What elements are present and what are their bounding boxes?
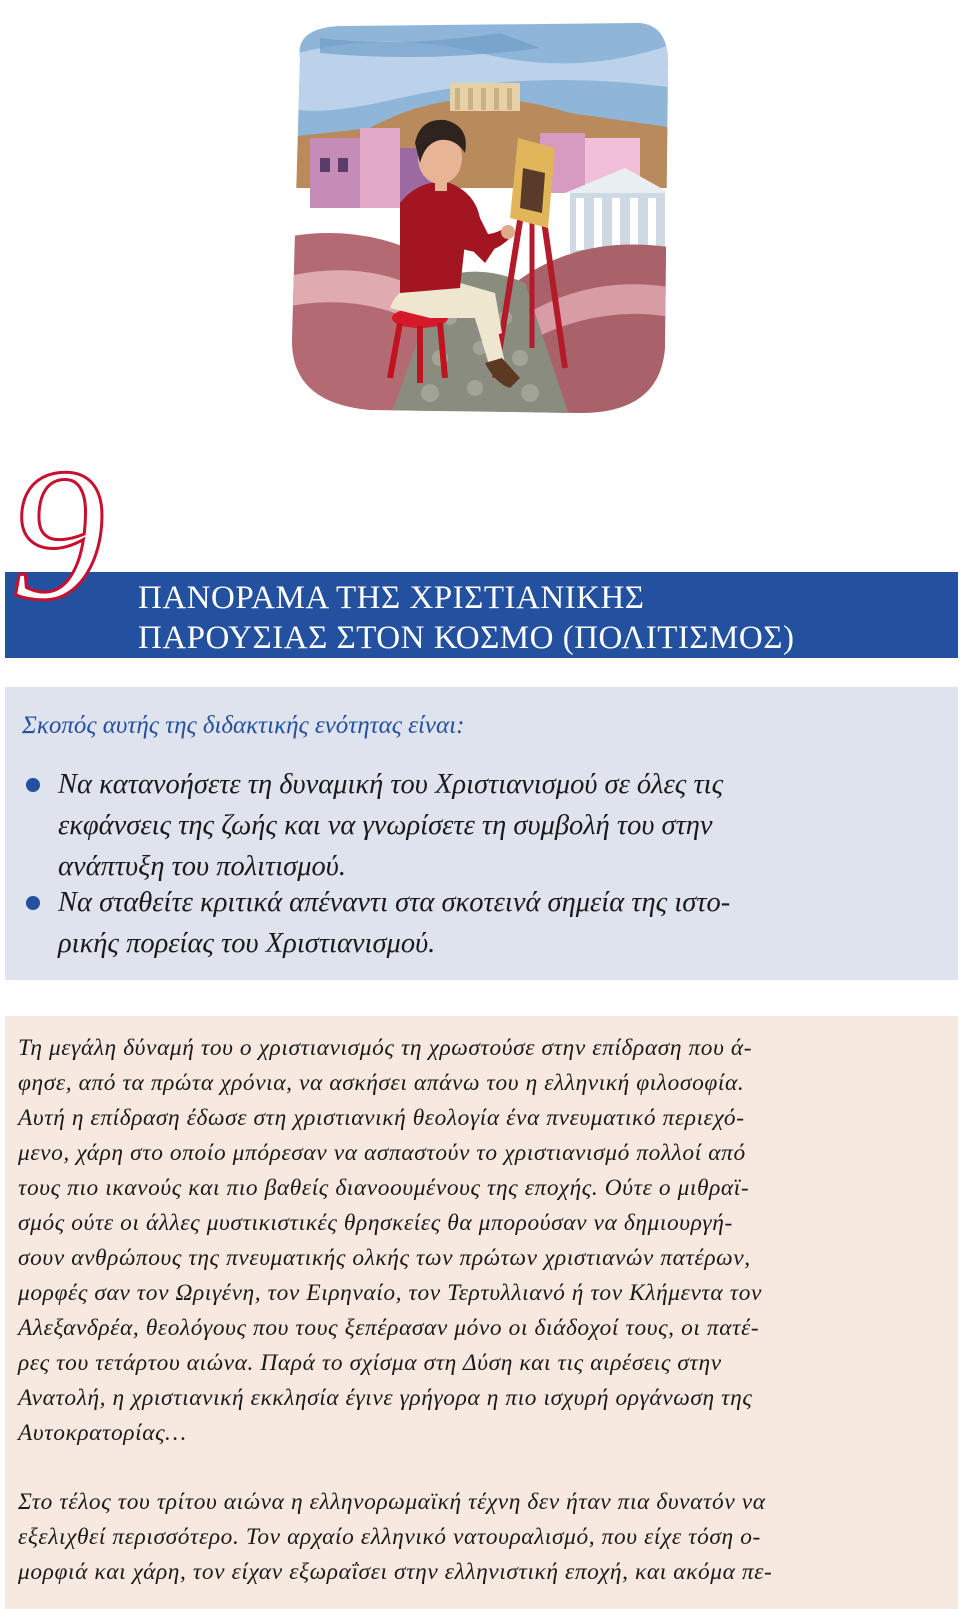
body-paragraph <box>18 1031 944 1451</box>
paragraph-line: Ανατολή, η χριστιανική εκκλησία έγινε γρήγορα η πιο ισχυρή οργάνωση της <box>18 1385 753 1411</box>
paragraph-line: Στο τέλος του τρίτου αιώνα η ελληνορωμαϊκή τέχνη δεν ήταν πια δυνατόν να <box>18 1489 766 1515</box>
goal-line: εκφάνσεις της ζωής και να γνωρίσετε τη συμβολή του στην <box>58 810 713 841</box>
bullet-icon <box>26 896 40 910</box>
chapter-title-line: ΠΑΝΟΡΑΜΑ ΤΗΣ ΧΡΙΣΤΙΑΝΙΚΗΣ <box>138 580 645 616</box>
goals-heading: Σκοπός αυτής της διδακτικής ενότητας είναι: <box>22 712 465 739</box>
bullet-icon <box>26 778 40 792</box>
paragraph-line: σουν ανθρώπους της πνευματικής ολκής των πρώτων χριστιανών πατέρων, <box>18 1245 751 1271</box>
paragraph-line: ρες του τετάρτου αιώνα. Παρά το σχίσμα στη Δύση και τις αιρέσεις στην <box>18 1350 722 1376</box>
goal-line: Να κατανοήσετε τη δυναμική του Χριστιανισμού σε όλες τις <box>58 769 724 800</box>
paragraph-line: Αλεξανδρέα, θεολόγους που τους ξεπέρασαν μόνο οι διάδοχοί τους, οι πατέ- <box>18 1315 760 1341</box>
goal-line: Να σταθείτε κριτικά απέναντι στα σκοτεινά σημεία της ιστο- <box>58 887 731 918</box>
chapter-illustration <box>280 18 675 418</box>
paragraph-line: τους πιο ικανούς και πιο βαθείς διανοουμένους της εποχής. Ούτε ο μιθραϊ- <box>18 1175 750 1201</box>
goal-line: ανάπτυξη του πολιτισμού. <box>58 851 346 882</box>
paragraph-line: μορφιά και χάρη, τον είχαν εξωραΐσει στην ελληνιστική εποχή, και ακόμα πε- <box>18 1559 773 1585</box>
paragraph-line: φησε, από τα πρώτα χρόνια, να ασκήσει απάνω του η ελληνική φιλοσοφία. <box>18 1070 745 1096</box>
goal-line: ρικής πορείας του Χριστιανισμού. <box>58 928 436 959</box>
paragraph-line: Αυτοκρατορίας… <box>18 1420 187 1446</box>
painter-illustration <box>280 18 675 418</box>
goal-item <box>58 764 938 887</box>
paragraph-line: εξελιχθεί περισσότερο. Τον αρχαίο ελληνικό νατουραλισμό, που είχε τόση ο- <box>18 1524 761 1550</box>
paragraph-line: μορφές σαν τον Ωριγένη, τον Ειρηναίο, τον Τερτυλλιανό ή τον Κλήμεντα τον <box>18 1280 762 1306</box>
paragraph-line: σμός ούτε οι άλλες μυστικιστικές θρησκείες θα μπορούσαν να δημιουργή- <box>18 1210 733 1236</box>
chapter-title <box>138 578 794 658</box>
goal-item <box>58 882 938 964</box>
paragraph-line: Τη μεγάλη δύναμή του ο χριστιανισμός τη χρωστούσε στην επίδραση που ά- <box>18 1035 753 1061</box>
paragraph-line: Αυτή η επίδραση έδωσε στη χριστιανική θεολογία ένα πνευματικό περιεχό- <box>18 1105 745 1131</box>
chapter-title-line: ΠΑΡΟΥΣΙΑΣ ΣΤΟΝ ΚΟΣΜΟ (ΠΟΛΙΤΙΣΜΟΣ) <box>138 620 795 656</box>
paragraph-line: μενο, χάρη στο οποίο μπόρεσαν να ασπαστούν το χριστιανισμό πολλοί από <box>18 1140 746 1166</box>
chapter-number: 9 <box>10 430 105 640</box>
body-paragraph <box>18 1485 944 1590</box>
